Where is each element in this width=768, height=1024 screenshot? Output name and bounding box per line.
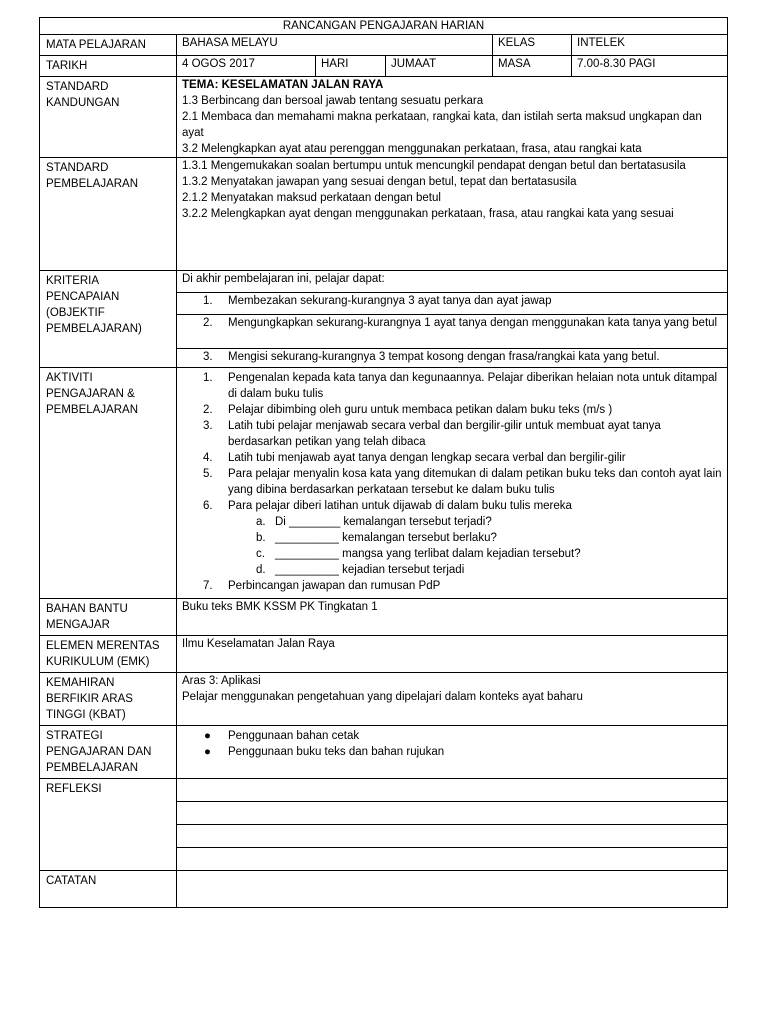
bullet-icon: ●: [204, 730, 211, 742]
refleksi-lines: [177, 779, 728, 871]
refleksi-line: [177, 848, 727, 871]
list-item: [182, 370, 722, 402]
sub-letter: c.: [256, 548, 265, 560]
sp-line: 1.3.2 Menyatakan jawapan yang sesuai dengan betul, tepat dan bertatasusila: [182, 176, 577, 188]
list-item: [182, 349, 722, 365]
aktiviti-list: [182, 370, 722, 514]
latihan-sublist: [182, 514, 722, 578]
emk-row: [40, 636, 728, 673]
aktiviti-row: [40, 368, 728, 599]
sk-line: 3.2 Melengkapkan ayat atau perenggan menggunakan perkataan, frasa, atau rangkai kata: [182, 143, 642, 155]
item-number: 6.: [203, 500, 213, 512]
sk-line: 1.3 Berbincang dan bersoal jawab tentang sesuatu perkara: [182, 95, 484, 107]
masa-label: MASA: [493, 56, 572, 77]
hari-label: HARI: [316, 56, 386, 77]
list-item: [182, 498, 722, 514]
item-number: 1.: [203, 372, 213, 384]
catatan-row: [40, 871, 728, 908]
kriteria-subtable: [177, 271, 727, 367]
sp-line: 1.3.1 Mengemukakan soalan bertumpu untuk mencungkil pendapat dengan betul dan bertatasusila: [182, 160, 686, 172]
item-text: Perbincangan jawapan dan rumusan PdP: [228, 580, 441, 592]
sub-text: Di ________ kemalangan tersebut terjadi?: [275, 516, 492, 528]
refleksi-line: [177, 825, 727, 848]
sub-text: __________ kejadian tersebut terjadi: [275, 564, 465, 576]
aktiviti-label: AKTIVITI PENGAJARAN & PEMBELAJARAN: [40, 368, 177, 599]
item-number: 2.: [203, 317, 213, 329]
strategi-content: [177, 726, 728, 779]
strategi-row: [40, 726, 728, 779]
emk-value: Ilmu Keselamatan Jalan Raya: [177, 636, 728, 673]
lesson-plan-table: [39, 17, 728, 908]
standard-pembelajaran-row: [40, 158, 728, 271]
item-text: Penggunaan bahan cetak: [228, 730, 360, 742]
refleksi-label: REFLEKSI: [40, 779, 177, 871]
kbat-label: KEMAHIRAN BERFIKIR ARAS TINGGI (KBAT): [40, 673, 177, 726]
kelas-label: KELAS: [493, 35, 572, 56]
sub-item: [182, 514, 722, 530]
kriteria-intro: Di akhir pembelajaran ini, pelajar dapat:: [177, 271, 727, 293]
item-number: 1.: [203, 295, 213, 307]
item-text: Mengungkapkan sekurang-kurangnya 1 ayat tanya dengan menggunakan kata tanya yang betul: [228, 317, 718, 329]
hari-value: JUMAAT: [386, 56, 493, 77]
item-text: Penggunaan buku teks dan bahan rujukan: [228, 746, 445, 758]
item-number: 5.: [203, 468, 213, 480]
list-item: [182, 402, 722, 418]
kbat-value: Pelajar menggunakan pengetahuan yang dipelajari dalam konteks ayat baharu: [182, 691, 583, 703]
standard-pembelajaran-content: [177, 158, 728, 271]
item-text: Latih tubi menjawab ayat tanya dengan lengkap secara verbal dan bergilir-gilir: [228, 452, 626, 464]
sub-item: [182, 530, 722, 546]
kriteria-row: [40, 271, 728, 368]
sub-item: [182, 546, 722, 562]
item-number: 2.: [203, 404, 213, 416]
strategi-label: STRATEGI PENGAJARAN DAN PEMBELAJARAN: [40, 726, 177, 779]
item-number: 4.: [203, 452, 213, 464]
strategi-list: [182, 728, 722, 760]
list-item: [182, 293, 722, 309]
standard-kandungan-label: STANDARD KANDUNGAN: [40, 77, 177, 158]
list-item: [182, 728, 722, 744]
kriteria-label: KRITERIA PENCAPAIAN (OBJEKTIF PEMBELAJARAN): [40, 271, 177, 368]
kbat-aras: Aras 3: Aplikasi: [182, 675, 261, 687]
item-number: 3.: [203, 420, 213, 432]
bahan-bantu-row: [40, 599, 728, 636]
tarikh-value: 4 OGOS 2017: [177, 56, 316, 77]
bahan-bantu-label: BAHAN BANTU MENGAJAR: [40, 599, 177, 636]
item-text: Para pelajar menyalin kosa kata yang ditemukan di dalam petikan buku teks dan contoh ayat lain yang dibina berdasarkan perkataan tersebut ke dalam buku tulis: [228, 468, 722, 496]
item-number: 7.: [203, 580, 213, 592]
refleksi-line: [177, 802, 727, 825]
refleksi-line: [177, 779, 727, 802]
subject-row: [40, 35, 728, 56]
title-row: [40, 18, 728, 35]
kelas-value: INTELEK: [572, 35, 728, 56]
standard-pembelajaran-label: STANDARD PEMBELAJARAN: [40, 158, 177, 271]
item-text: Latih tubi pelajar menjawab secara verbal dan bergilir-gilir untuk membuat ayat tanya berdasarkan petikan yang telah dibaca: [228, 420, 661, 448]
bahan-bantu-value: Buku teks BMK KSSM PK Tingkatan 1: [177, 599, 728, 636]
sub-text: __________ kemalangan tersebut berlaku?: [275, 532, 497, 544]
list-item: [182, 418, 722, 450]
item-text: Pelajar dibimbing oleh guru untuk membaca petikan dalam buku teks (m/s ): [228, 404, 613, 416]
mata-pelajaran-label: MATA PELAJARAN: [40, 35, 177, 56]
sub-letter: a.: [256, 516, 266, 528]
tarikh-label: TARIKH: [40, 56, 177, 77]
list-item: [182, 450, 722, 466]
list-item: [182, 315, 722, 331]
list-item: [182, 744, 722, 760]
date-row: [40, 56, 728, 77]
kbat-row: [40, 673, 728, 726]
item-text: Pengenalan kepada kata tanya dan kegunaannya. Pelajar diberikan helaian nota untuk ditampal di dalam buku tulis: [228, 372, 718, 400]
lesson-plan-sheet: [39, 17, 727, 908]
mata-pelajaran-value: BAHASA MELAYU: [177, 35, 493, 56]
standard-kandungan-row: [40, 77, 728, 158]
sub-item: [182, 562, 722, 578]
sp-line: 2.1.2 Menyatakan maksud perkataan dengan betul: [182, 192, 441, 204]
catatan-label: CATATAN: [40, 871, 177, 908]
standard-kandungan-content: [177, 77, 728, 158]
emk-label: ELEMEN MERENTAS KURIKULUM (EMK): [40, 636, 177, 673]
sub-text: __________ mangsa yang terlibat dalam kejadian tersebut?: [275, 548, 581, 560]
aktiviti-content: [177, 368, 728, 599]
kbat-content: [177, 673, 728, 726]
item-text: Para pelajar diberi latihan untuk dijawab di dalam buku tulis mereka: [228, 500, 572, 512]
catatan-value: [177, 871, 728, 908]
list-item: [182, 466, 722, 498]
page-title: RANCANGAN PENGAJARAN HARIAN: [40, 18, 728, 35]
sub-letter: b.: [256, 532, 266, 544]
list-item: [182, 578, 722, 594]
item-number: 3.: [203, 351, 213, 363]
masa-value: 7.00-8.30 PAGI: [572, 56, 728, 77]
tema-heading: TEMA: KESELAMATAN JALAN RAYA: [182, 79, 384, 91]
sub-letter: d.: [256, 564, 266, 576]
sp-line: 3.2.2 Melengkapkan ayat dengan menggunakan perkataan, frasa, atau rangkai kata yang sesuai: [182, 208, 674, 220]
kriteria-content: [177, 271, 728, 368]
item-text: Mengisi sekurang-kurangnya 3 tempat kosong dengan frasa/rangkai kata yang betul.: [228, 351, 660, 363]
item-text: Membezakan sekurang-kurangnya 3 ayat tanya dan ayat jawap: [228, 295, 552, 307]
refleksi-row: [40, 779, 728, 871]
sk-line: 2.1 Membaca dan memahami makna perkataan, rangkai kata, dan istilah serta maksud ungkapan dan ayat: [182, 111, 702, 139]
bullet-icon: ●: [204, 746, 211, 758]
